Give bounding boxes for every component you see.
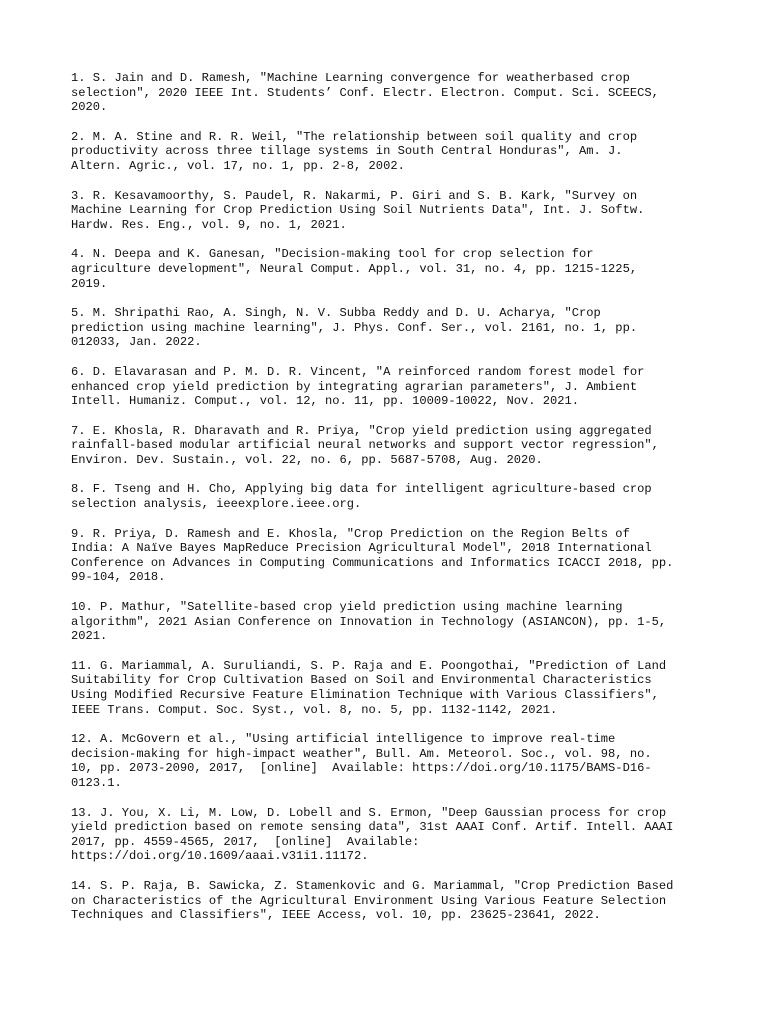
reference-2: 2. M. A. Stine and R. R. Weil, "The relationship between soil quality and crop productivity across three tillage systems in South Central Honduras", Am. J. Altern. Agric., vol. 17, no. 1, pp. 2-8, 2002. — [71, 129, 638, 173]
reference-14: 14. S. P. Raja, B. Sawicka, Z. Stamenkovic and G. Mariammal, "Crop Prediction Based on Characteristics of the Agricultural Environment Using Various Feature Selection Techniques and Classifiers", IEEE Access, vol. 10, pp. 23625-23641, 2022. — [71, 878, 674, 923]
reference-3: 3. R. Kesavamoorthy, S. Paudel, R. Nakarmi, P. Giri and S. B. Kark, "Survey on Machine Learning for Crop Prediction Using Soil Nutrients Data", Int. J. Softw. Hardw. Res. Eng., vol. 9, no. 1, 2021. — [71, 188, 645, 232]
reference-9: 9. R. Priya, D. Ramesh and E. Khosla, "Crop Prediction on the Region Belts of India: A Naïve Bayes MapReduce Precision Agricultural Model", 2018 International Conference on Advances in Computing Communications and Informatics ICACCI 2018, pp. 99-104, 2018. — [71, 526, 674, 585]
reference-10: 10. P. Mathur, "Satellite-based crop yield prediction using machine learning algorithm", 2021 Asian Conference on Innovation in Technology (ASIANCON), pp. 1-5, 2021. — [71, 600, 667, 644]
reference-7: 7. E. Khosla, R. Dharavath and R. Priya, "Crop yield prediction using aggregated rainfall-based modular artificial neural networks and support vector regression", Environ. Dev. Sustain., vol. 22, no. 6, pp. 5687-5708, Aug. 2020. — [71, 423, 659, 467]
reference-4: 4. N. Deepa and K. Ganesan, "Decision-making tool for crop selection for agriculture development", Neural Comput. Appl., vol. 31, no. 4, pp. 1215-1225, 2019. — [71, 247, 638, 291]
reference-6: 6. D. Elavarasan and P. M. D. R. Vincent, "A reinforced random forest model for enhanced crop yield prediction by integrating agrarian parameters", J. Ambient Intell. Humaniz. Comput., vol. 12, no. 11, pp. 10009-10022, Nov. 2021. — [71, 364, 645, 409]
reference-list — [71, 71, 711, 938]
reference-8: 8. F. Tseng and H. Cho, Applying big data for intelligent agriculture-based crop selection analysis, ieeexplore.ieee.org. — [71, 482, 652, 512]
reference-1: 1. S. Jain and D. Ramesh, "Machine Learning convergence for weatherbased crop selection", 2020 IEEE Int. Students’ Conf. Electr. Electron. Comput. Sci. SCEECS, 2020. — [71, 71, 659, 115]
reference-13: 13. J. You, X. Li, M. Low, D. Lobell and S. Ermon, "Deep Gaussian process for crop yield prediction based on remote sensing data", 31st AAAI Conf. Artif. Intell. AAAI 2017, pp. 4559-4565, 2017, [online] Available: https://doi.org/10.1609/aaai.v31i1.11172. — [71, 805, 674, 864]
reference-5: 5. M. Shripathi Rao, A. Singh, N. V. Subba Reddy and D. U. Acharya, "Crop prediction using machine learning", J. Phys. Conf. Ser., vol. 2161, no. 1, pp. 012033, Jan. 2022. — [71, 306, 638, 350]
reference-11: 11. G. Mariammal, A. Suruliandi, S. P. Raja and E. Poongothai, "Prediction of Land Suitability for Crop Cultivation Based on Soil and Environmental Characteristics Using Modified Recursive Feature Elimination Technique with Various Classifiers", IEEE Trans. Comput. Soc. Syst., vol. 8, no. 5, pp. 1132-1142, 2021. — [71, 658, 667, 717]
reference-12: 12. A. McGovern et al., "Using artificial intelligence to improve real-time decision-making for high-impact weather", Bull. Am. Meteorol. Soc., vol. 98, no. 10, pp. 2073-2090, 2017, [online] Available: https://doi.org/10.1175/BAMS-D16- 0123.1. — [71, 732, 652, 790]
